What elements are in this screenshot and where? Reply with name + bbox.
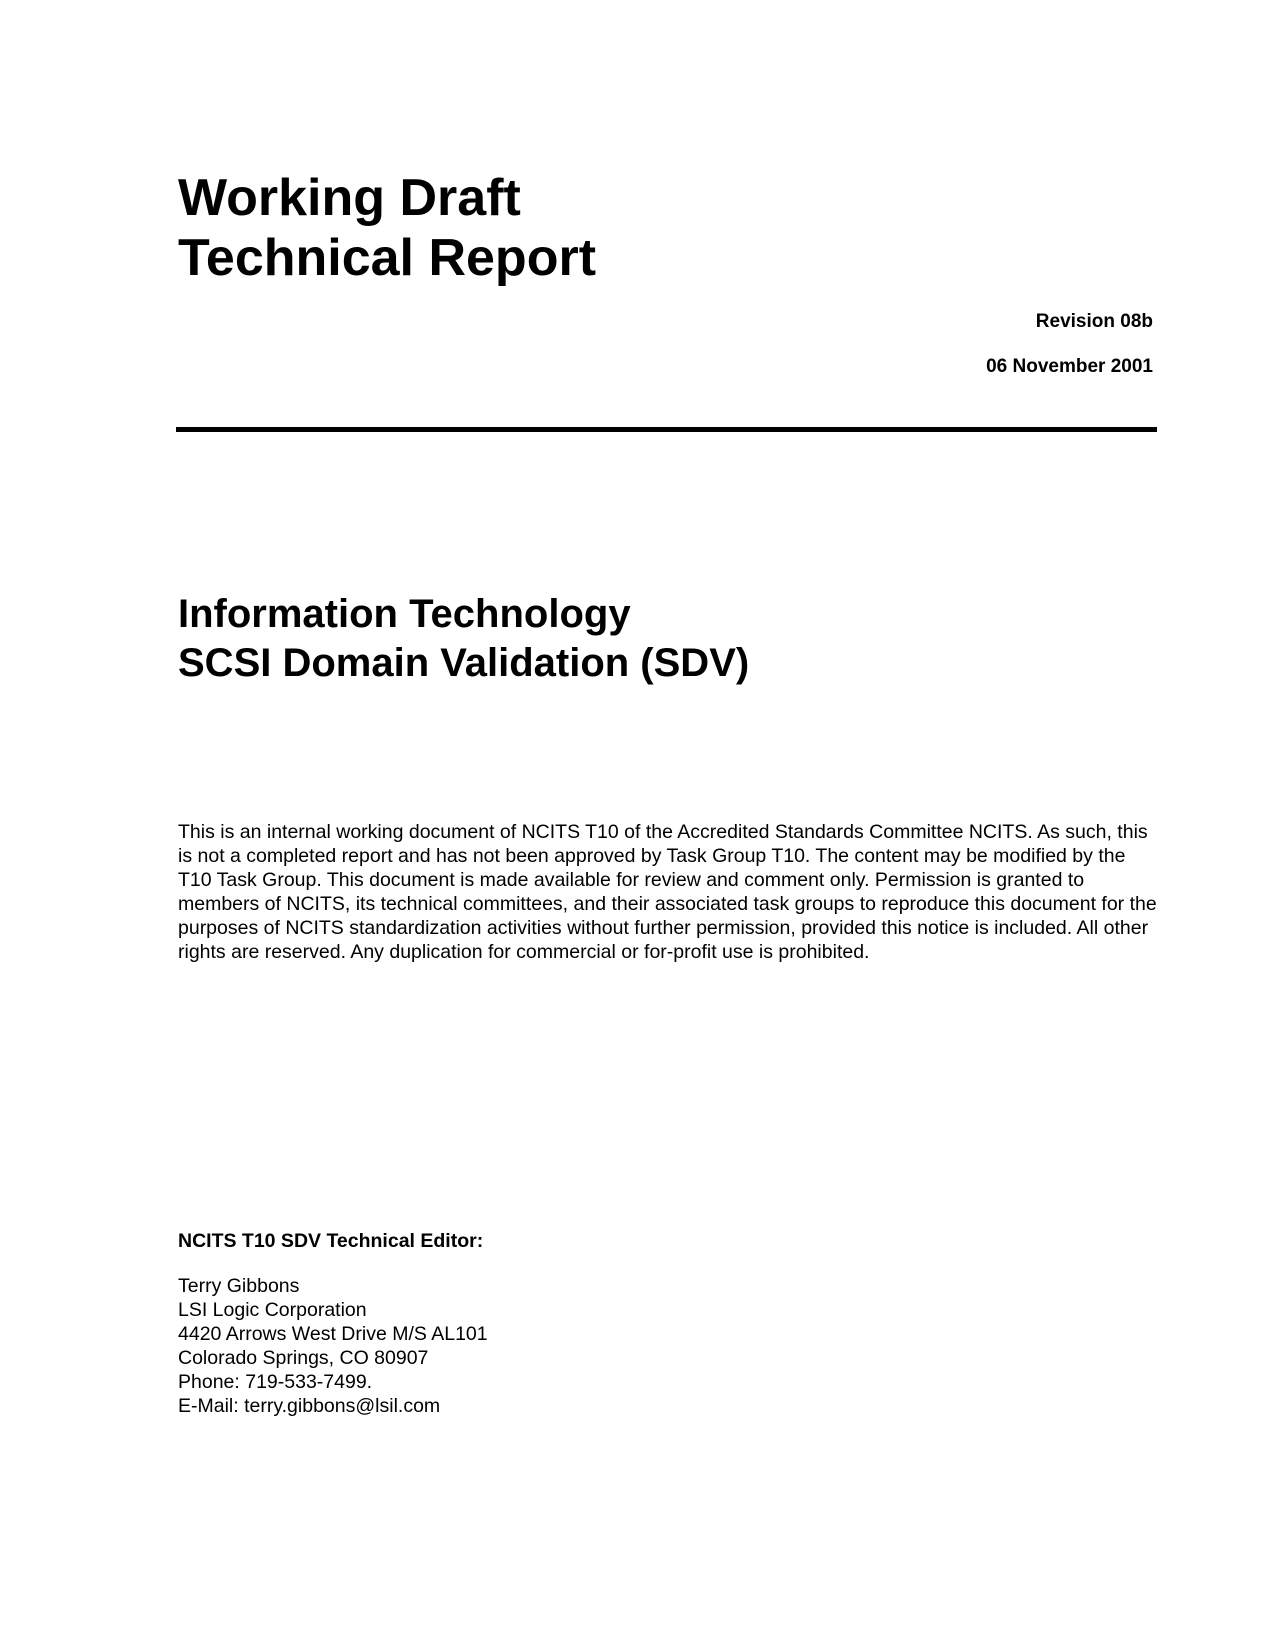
title-line-2: Technical Report <box>178 229 597 287</box>
document-title <box>178 168 596 288</box>
editor-contact <box>178 1274 488 1418</box>
document-subject <box>178 590 749 688</box>
subject-line-1: Information Technology <box>178 592 631 636</box>
title-line-1: Working Draft <box>178 169 521 227</box>
notice-paragraph: This is an internal working document of NCITS T10 of the Accredited Standards Committee NCITS. As such, this is not a completed report and has not been approved by Task Group T10. The content may be modified by the T10 Task Group. This document is made available for review and comment only. Permission is granted to members of NCITS, its technical committees, and their associated task groups to reproduce this document for the purposes of NCITS standardization activities without further permission, provided this notice is included. All other rights are reserved. Any duplication for commercial or for-profit use is prohibited. <box>178 821 1157 963</box>
editor-name: Terry Gibbons <box>178 1275 300 1297</box>
horizontal-rule <box>176 427 1157 432</box>
editor-address-line-2: Colorado Springs, CO 80907 <box>178 1347 429 1369</box>
revision-label: Revision 08b <box>1035 311 1153 332</box>
revision-date: 06 November 2001 <box>986 356 1153 377</box>
editor-address-line-1: 4420 Arrows West Drive M/S AL101 <box>178 1323 488 1345</box>
editor-email: E-Mail: terry.gibbons@lsil.com <box>178 1395 441 1417</box>
subject-line-2: SCSI Domain Validation (SDV) <box>178 641 750 685</box>
editor-company: LSI Logic Corporation <box>178 1299 367 1321</box>
editor-phone: Phone: 719-533-7499. <box>178 1371 373 1393</box>
editor-heading: NCITS T10 SDV Technical Editor: <box>178 1230 484 1252</box>
